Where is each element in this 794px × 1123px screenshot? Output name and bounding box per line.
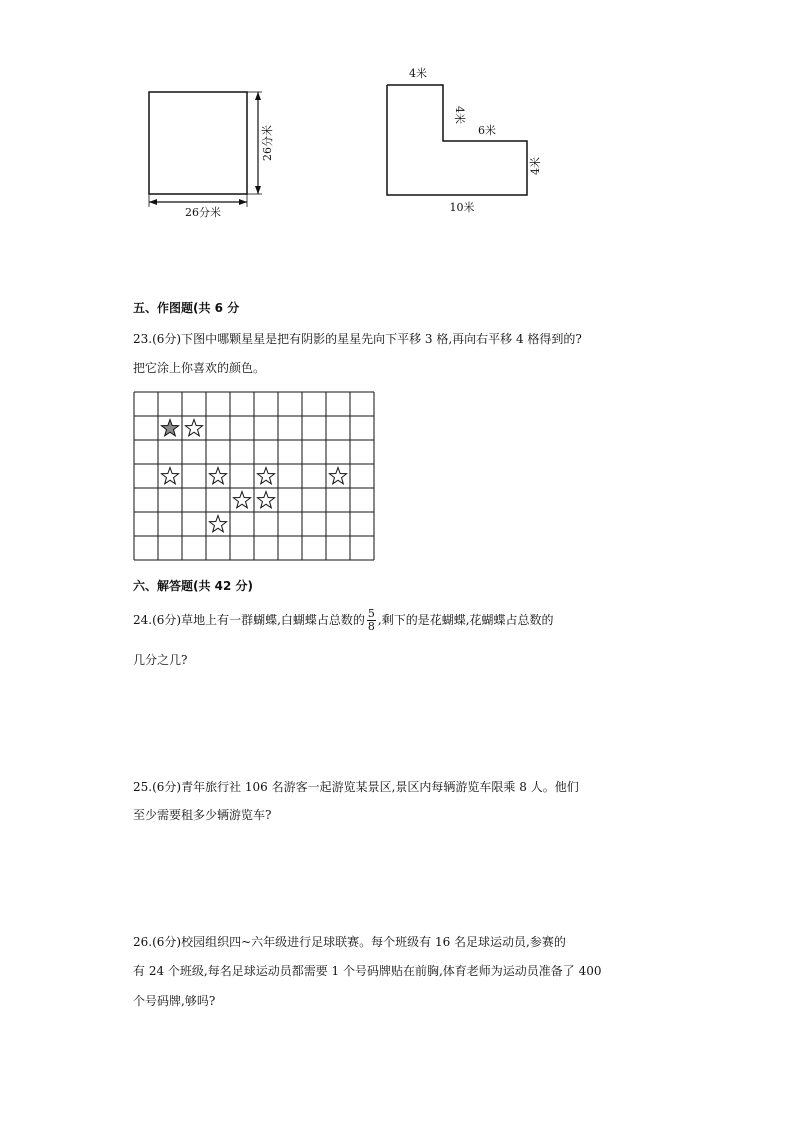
q24-fraction	[367, 608, 376, 633]
arrowhead-icon	[149, 199, 157, 205]
section-five-title: 五、作图题(共 6 分	[133, 301, 240, 315]
square-figure	[140, 80, 290, 220]
shaded-star-icon	[161, 420, 178, 436]
star-icon	[233, 492, 250, 508]
q25-line2: 至少需要租多少辆游览车?	[133, 808, 272, 822]
star-icon	[257, 492, 274, 508]
arrowhead-icon	[255, 92, 261, 100]
q24-fraction-numerator: 5	[367, 607, 375, 620]
q24-line2: 几分之几?	[133, 653, 188, 667]
l-shape-figure	[375, 60, 565, 220]
star-icon	[329, 468, 346, 484]
q24-fraction-denominator: 8	[367, 620, 375, 633]
l-bottom-label: 10米	[449, 201, 475, 214]
star-icon	[209, 468, 226, 484]
square-right-label: 26分米	[261, 125, 274, 161]
arrowhead-icon	[239, 199, 247, 205]
q26-line1: 26.(6分)校园组织四~六年级进行足球联赛。每个班级有 16 名足球运动员,参赛的	[133, 935, 566, 949]
q25-line1: 25.(6分)青年旅行社 106 名游客一起游览某景区,景区内每辆游览车限乘 8 人。他们	[133, 780, 579, 794]
arrowhead-icon	[255, 186, 261, 194]
q24-text-part2: ,剩下的是花蝴蝶,花蝴蝶占总数的	[377, 613, 554, 627]
l-top-label: 4米	[409, 67, 427, 80]
section-six-title: 六、解答题(共 42 分)	[133, 579, 254, 593]
q26-line3: 个号码牌,够吗?	[133, 994, 216, 1008]
square-bottom-label: 26分米	[185, 206, 221, 219]
q24-text-part1: 24.(6分)草地上有一群蝴蝶,白蝴蝶占总数的	[133, 613, 365, 627]
q26-line2: 有 24 个班级,每名足球运动员都需要 1 个号码牌贴在前胸,体育老师为运动员准备了 400	[133, 964, 602, 978]
l-shape	[387, 85, 527, 195]
l-right-label: 4米	[529, 157, 542, 175]
q23-line2: 把它涂上你喜欢的颜色。	[133, 361, 266, 375]
l-inner-vertical-label: 4米	[453, 106, 466, 124]
star-icon	[185, 420, 202, 436]
square-shape	[149, 92, 247, 194]
star-icon	[161, 468, 178, 484]
star-icon	[257, 468, 274, 484]
l-inner-horizontal-label: 6米	[478, 124, 496, 137]
q24-line1	[133, 608, 554, 633]
q23-line1: 23.(6分)下图中哪颗星星是把有阴影的星星先向下平移 3 格,再向右平移 4 格得到的?	[133, 332, 582, 346]
star-grid	[133, 391, 375, 561]
star-icon	[209, 516, 226, 532]
